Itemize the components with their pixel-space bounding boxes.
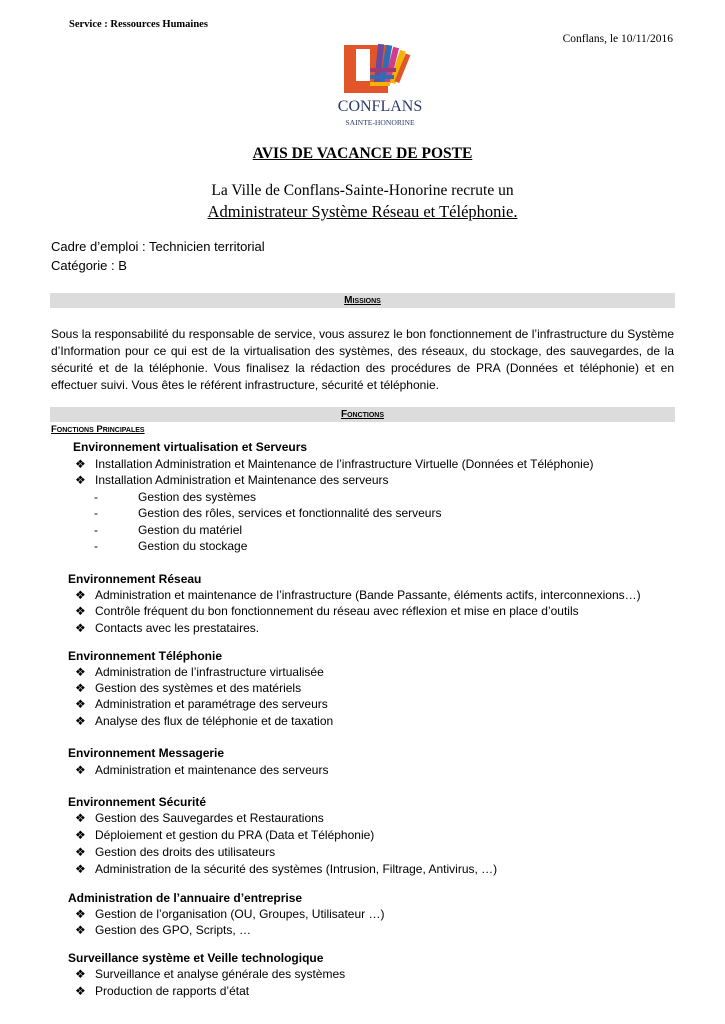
bullet-icon: ❖ <box>75 907 86 921</box>
cadre-emploi: Cadre d’emploi : Technicien territorial <box>51 239 265 254</box>
logo-text-conflans: CONFLANS <box>337 98 423 115</box>
missions-heading-bar <box>50 293 675 308</box>
list-item: ❖ Contacts avec les prestataires. <box>75 621 260 635</box>
list-item: ❖ Déploiement et gestion du PRA (Data et Téléphonie) <box>75 828 375 842</box>
bullet-icon: ❖ <box>75 862 86 876</box>
job-title: Administrateur Système Réseau et Téléphonie. <box>207 202 518 221</box>
missions-heading: Missions <box>344 295 381 306</box>
list-item: ❖ Administration et maintenance de l’infrastructure (Bande Passante, éléments actifs, interconnexions…) <box>75 588 641 602</box>
list-item: ❖ Administration de l’infrastructure virtualisée <box>75 665 324 679</box>
dash-icon: - <box>94 539 98 553</box>
conflans-logo <box>326 44 434 132</box>
document-date: Conflans, le 10/11/2016 <box>562 33 673 45</box>
dash-icon: - <box>94 490 98 504</box>
bullet-icon: ❖ <box>75 697 86 711</box>
list-item: ❖ Gestion des systèmes et des matériels <box>75 681 302 695</box>
bullet-icon: ❖ <box>75 473 86 487</box>
fonctions-heading-bar <box>50 407 675 422</box>
dash-icon: - <box>94 506 98 520</box>
bullet-icon: ❖ <box>75 828 86 842</box>
bullet-icon: ❖ <box>75 845 86 859</box>
list-item: ❖ Contrôle fréquent du bon fonctionnement du réseau avec réflexion et mise en place d’outils <box>75 604 579 618</box>
sub-item: - Gestion du matériel <box>94 523 243 537</box>
categorie: Catégorie : B <box>51 258 127 273</box>
bullet-icon: ❖ <box>75 457 86 471</box>
dash-icon: - <box>94 523 98 537</box>
fonctions-heading: Fonctions <box>340 409 385 420</box>
section-title: Environnement Réseau <box>68 572 202 586</box>
list-item: ❖ Installation Administration et Maintenance de l’infrastructure Virtuelle (Données et Téléphonie) <box>75 457 594 471</box>
list-item: ❖ Gestion des GPO, Scripts, … <box>75 923 252 937</box>
fonctions-principales-heading: Fonctions Principales <box>51 424 145 435</box>
section-title: Environnement virtualisation et Serveurs <box>73 440 308 454</box>
list-item: ❖ Production de rapports d’état <box>75 984 250 998</box>
list-item: ❖ Administration et maintenance des serveurs <box>75 763 329 777</box>
bullet-icon: ❖ <box>75 621 86 635</box>
section-title: Environnement Téléphonie <box>68 649 223 663</box>
list-item: ❖ Gestion des droits des utilisateurs <box>75 845 276 859</box>
missions-text: Sous la responsabilité du responsable de service, vous assurez le bon fonctionnement de l’infrastructure du Système d’Information pour ce qui est de la virtualisation des systèmes, des réseaux, du stockage, des sauvegardes, de la sécurité et de la téléphonie. Vous finalisez la rédaction des procédures de PRA (Données et téléphonie) et en effectuer suivi. Vous êtes le référent infrastructure, sécurité et téléphonie. <box>51 327 674 392</box>
document-title: AVIS DE VACANCE DE POSTE <box>252 145 473 162</box>
bullet-icon: ❖ <box>75 714 86 728</box>
bullet-icon: ❖ <box>75 967 86 981</box>
section-title: Environnement Messagerie <box>68 746 225 760</box>
bullet-icon: ❖ <box>75 665 86 679</box>
list-item: ❖ Gestion des Sauvegardes et Restaurations <box>75 811 324 825</box>
sub-item: - Gestion des systèmes <box>94 490 257 504</box>
logo-text-sainte-honorine: SAINTE-HONORINE <box>345 118 415 127</box>
bullet-icon: ❖ <box>75 763 86 777</box>
bullet-icon: ❖ <box>75 681 86 695</box>
list-item: ❖ Gestion de l’organisation (OU, Groupes, Utilisateur …) <box>75 907 385 921</box>
list-item: ❖ Administration de la sécurité des systèmes (Intrusion, Filtrage, Antivirus, …) <box>75 862 498 876</box>
bullet-icon: ❖ <box>75 604 86 618</box>
list-item: ❖ Administration et paramétrage des serveurs <box>75 697 328 711</box>
bullet-icon: ❖ <box>75 588 86 602</box>
bullet-icon: ❖ <box>75 811 86 825</box>
section-title: Administration de l’annuaire d’entreprise <box>68 891 303 905</box>
list-item: ❖ Analyse des flux de téléphonie et de taxation <box>75 714 334 728</box>
sub-item: - Gestion des rôles, services et fonctionnalité des serveurs <box>94 506 442 520</box>
bullet-icon: ❖ <box>75 984 86 998</box>
intro-line-1: La Ville de Conflans-Sainte-Honorine recrute un <box>211 182 514 199</box>
section-title: Surveillance système et Veille technologique <box>68 951 324 965</box>
list-item: ❖ Installation Administration et Maintenance des serveurs <box>75 473 389 487</box>
list-item: ❖ Surveillance et analyse générale des systèmes <box>75 967 346 981</box>
service-label: Service : Ressources Humaines <box>69 19 208 30</box>
bullet-icon: ❖ <box>75 923 86 937</box>
section-title: Environnement Sécurité <box>68 795 207 809</box>
sub-item: - Gestion du stockage <box>94 539 248 553</box>
